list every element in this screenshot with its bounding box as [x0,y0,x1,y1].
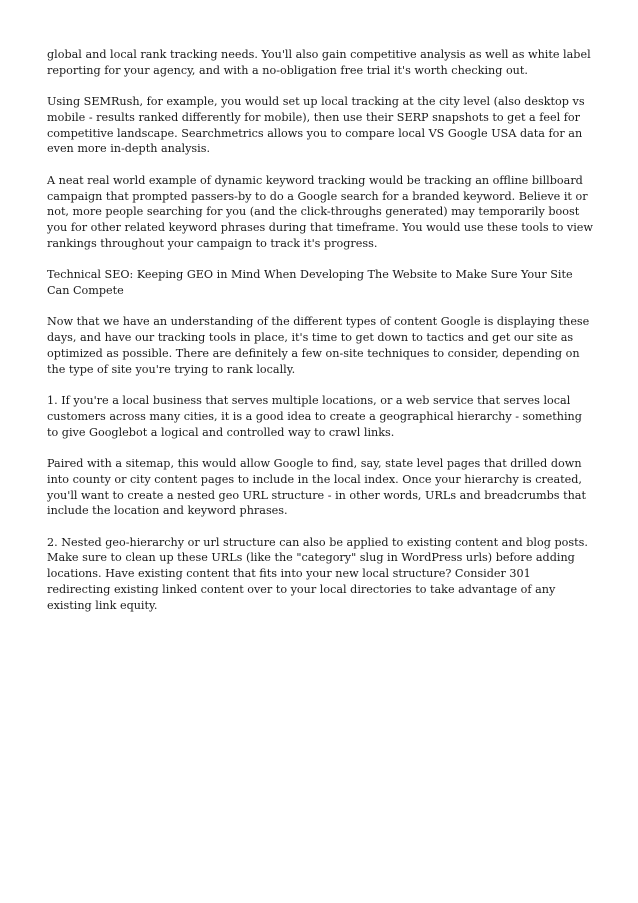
paragraph-8: 2. Nested geo-hierarchy or url structure can also be applied to existing content and blog posts. Make sure to clean up these URLs (like the "category" slug in WordPress urls) before adding locations. Have existing content that fits into your new local structure? Consider 301 redirecting existing linked content over to your local directories to take advantage of any existing link equity. [47,535,588,612]
section-heading: Technical SEO: Keeping GEO in Mind When Developing The Website to Make Sure Your Site Can Compete [47,268,573,298]
document-body [47,47,595,629]
paragraph-5: Now that we have an understanding of the different types of content Google is displaying these days, and have our tracking tools in place, it's time to get down to tactics and get our site as optimized as possible. There are definitely a few on-site techniques to consider, depending on the type of site you're trying to rank locally. [47,315,590,376]
paragraph-2: Using SEMRush, for example, you would set up local tracking at the city level (also desktop vs mobile - results ranked differently for mobile), then use their SERP snapshots to get a feel for competitive landscape. Searchmetrics allows you to compare local VS Google USA data for an even more in-depth analysis. [47,95,585,156]
paragraph-7: Paired with a sitemap, this would allow Google to find, say, state level pages that drilled down into county or city content pages to include in the local index. Once your hierarchy is created, you'll want to create a nested geo URL structure - in other words, URLs and breadcrumbs that include the location and keyword phrases. [47,456,586,518]
paragraph-1: global and local rank tracking needs. You'll also gain competitive analysis as well as white label reporting for your agency, and with a no-obligation free trial it's worth checking out. [47,48,591,77]
paragraph-6: 1. If you're a local business that serves multiple locations, or a web service that serves local customers across many cities, it is a good idea to create a geographical hierarchy - something to give Googlebot a logical and controlled way to crawl links. [47,394,582,439]
paragraph-3: A neat real world example of dynamic keyword tracking would be tracking an offline billboard campaign that prompted passers-by to do a Google search for a branded keyword. Believe it or not, more people searching for you (and the click-throughs generated) may temporarily boost you for other related keyword phrases during that timeframe. You would use these tools to view rankings throughout your campaign to track it's progress. [47,173,594,250]
